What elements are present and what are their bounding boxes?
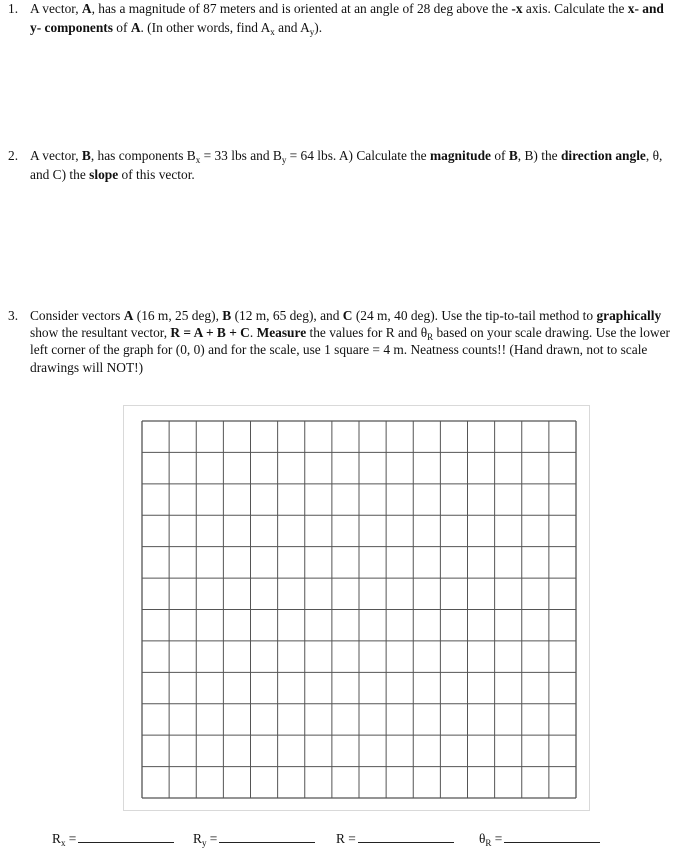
- answer-equals: =: [344, 831, 356, 846]
- answer-theta-r: [479, 829, 600, 849]
- answer-equals: =: [491, 831, 503, 846]
- question-number: 1.: [8, 1, 19, 16]
- question-text-segment: and A: [274, 19, 310, 35]
- answer-r: [336, 829, 454, 849]
- answer-subscript: y: [201, 838, 207, 848]
- answer-ry: [193, 829, 315, 849]
- question-text-segment: magnitude: [429, 148, 491, 163]
- question-1: [8, 0, 676, 37]
- question-text-segment: based on your scale drawing. Use the lower left corner of the graph for (0, 0) and for the scale, use 1 square = 4 m. Neatness counts!! (Hand drawn, not to scale drawings will NOT!): [30, 325, 670, 375]
- question-text-segment: R: [427, 332, 434, 343]
- question-text-segment: . (In other words, find A: [140, 19, 271, 35]
- question-text: [30, 0, 676, 37]
- question-text-segment: axis. Calculate the: [522, 1, 628, 16]
- question-text-segment: , has a magnitude of 87 meters and is oriented at an angle of 28 deg above the: [91, 1, 512, 16]
- question-text-segment: -x: [511, 1, 523, 16]
- answer-label: R: [52, 831, 61, 846]
- question-text-segment: Measure: [256, 325, 307, 341]
- question-text-segment: , has components B: [90, 148, 196, 163]
- question-text: [30, 147, 676, 184]
- answer-equals: =: [65, 831, 77, 846]
- answer-blank-rx[interactable]: [78, 829, 174, 843]
- question-text-segment: A: [123, 308, 134, 323]
- question-text-segment: A vector,: [30, 1, 82, 16]
- question-text-segment: graphically: [596, 308, 662, 323]
- answer-equals: =: [206, 831, 218, 846]
- question-text-segment: A: [81, 1, 92, 16]
- question-text-segment: .: [249, 325, 257, 341]
- question-text-segment: B: [508, 148, 518, 163]
- question-text-segment: (12 m, 65 deg), and: [231, 308, 343, 323]
- question-text-segment: slope: [89, 166, 119, 182]
- question-text-segment: , θ, and C) the: [30, 148, 663, 182]
- question-text-segment: y: [281, 155, 287, 165]
- question-text-segment: = 33 lbs and B: [200, 148, 282, 163]
- answer-label: θ: [479, 831, 486, 846]
- question-text-segment: = 64 lbs. A) Calculate the: [286, 148, 430, 163]
- answer-subscript: x: [60, 838, 66, 848]
- question-text-segment: C: [342, 308, 353, 323]
- answer-blank-ry[interactable]: [219, 829, 315, 843]
- question-text-segment: of: [112, 19, 131, 35]
- answer-blank-theta-r[interactable]: [504, 829, 600, 843]
- question-text-segment: x: [195, 155, 201, 165]
- question-text-segment: x: [270, 26, 275, 37]
- question-text-segment: (24 m, 40 deg). Use the tip-to-tail method to: [352, 308, 597, 323]
- question-text-segment: A: [130, 19, 141, 35]
- question-text-segment: direction angle: [560, 148, 646, 163]
- question-text-segment: (16 m, 25 deg),: [133, 308, 223, 323]
- question-text-segment: of this vector.: [118, 166, 195, 182]
- question-number: 3.: [8, 308, 19, 323]
- question-text-segment: , B) the: [517, 148, 561, 163]
- question-text-segment: B: [222, 308, 232, 323]
- question-number: 2.: [8, 148, 19, 163]
- answer-label: R: [193, 831, 202, 846]
- graph-paper-panel: [123, 405, 590, 811]
- graph-grid: [124, 406, 591, 812]
- question-text: [30, 307, 676, 376]
- question-3: [8, 307, 676, 376]
- answer-subscript: R: [485, 838, 492, 848]
- question-text-segment: ).: [314, 19, 323, 35]
- question-text-segment: the values for R and θ: [306, 325, 428, 341]
- question-text-segment: x- and y- components: [30, 1, 664, 35]
- answer-blank-r[interactable]: [358, 829, 454, 843]
- question-text-segment: A vector,: [30, 148, 82, 163]
- question-text-segment: y: [309, 26, 315, 37]
- question-text-segment: of: [491, 148, 509, 163]
- question-2: [8, 147, 676, 184]
- answer-label: R: [336, 831, 345, 846]
- question-text-segment: Consider vectors: [30, 308, 124, 323]
- question-text-segment: R = A + B + C: [170, 325, 250, 341]
- question-text-segment: B: [81, 148, 91, 163]
- answer-rx: [52, 829, 174, 849]
- question-text-segment: show the resultant vector,: [30, 325, 171, 341]
